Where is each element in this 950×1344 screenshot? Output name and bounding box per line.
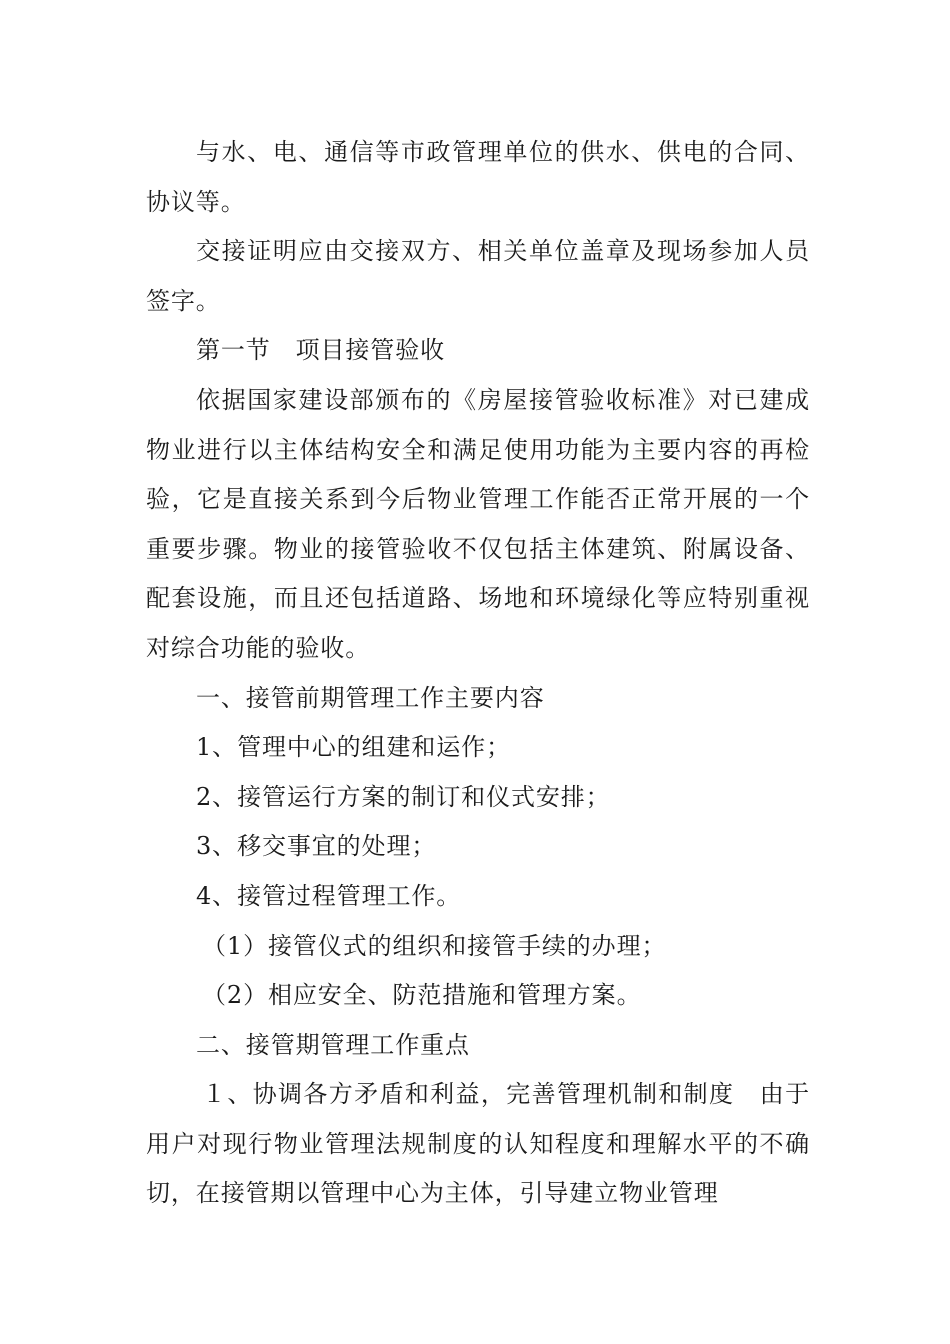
list-item-3: 3、移交事宜的处理； <box>196 832 437 861</box>
sub-item-2: （2）相应安全、防范措施和管理方案。 <box>202 981 642 1010</box>
list-item-1: 1、管理中心的组建和运作； <box>196 733 511 762</box>
paragraph-acceptance-standard: 依据国家建设部颁布的《房屋接管验收标准》对已建成物业进行以主体结构安全和满足使用功能为主要内容的再检验，它是直接关系到今后物业管理工作能否正常开展的一个重要步骤。物业的接管验收不仅包括主体建筑、附属设备、配套设施，而且还包括道路、场地和环境绿化等应特别重视对综合功能的验收。 <box>146 385 810 662</box>
heading-pre-takeover-work: 一、接管前期管理工作主要内容 <box>196 683 545 712</box>
list-item-4: 4、接管过程管理工作。 <box>196 881 462 910</box>
section-heading-acceptance: 第一节 项目接管验收 <box>196 336 445 365</box>
list-item-2: 2、接管运行方案的制订和仪式安排； <box>196 782 611 811</box>
sub-item-1: （1）接管仪式的组织和接管手续的办理； <box>202 931 667 960</box>
paragraph-handover-certificate: 交接证明应由交接双方、相关单位盖章及现场参加人员签字。 <box>146 237 810 315</box>
heading-takeover-period-focus: 二、接管期管理工作重点 <box>196 1030 470 1059</box>
paragraph-coordination: １、协调各方矛盾和利益，完善管理机制和制度 由于用户对现行物业管理法规制度的认知程度和理解水平的不确切，在接管期以管理中心为主体，引导建立物业管理 <box>146 1080 810 1208</box>
paragraph-utility-contracts: 与水、电、通信等市政管理单位的供水、供电的合同、协议等。 <box>146 138 810 216</box>
document-body <box>146 128 810 1219</box>
